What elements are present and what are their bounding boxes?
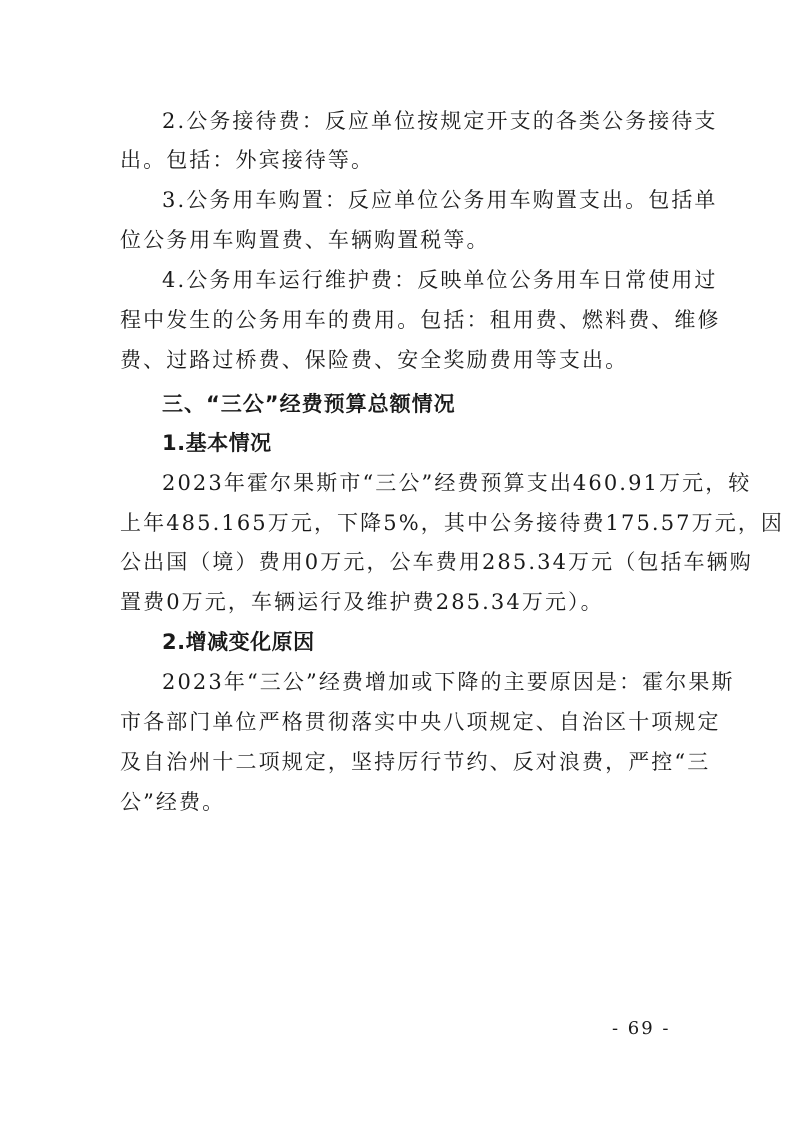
subsection-heading: 1.基本情况 <box>162 431 272 455</box>
paragraph-line: 2.公务接待费：反应单位按规定开支的各类公务接待支 <box>162 109 718 133</box>
paragraph-line: 程中发生的公务用车的费用。包括：租用费、燃料费、维修 <box>120 308 721 332</box>
paragraph-line: 公”经费。 <box>120 790 226 814</box>
paragraph-line: 4.公务用车运行维护费：反映单位公务用车日常使用过 <box>162 268 718 292</box>
paragraph-line: 2023年“三公”经费增加或下降的主要原因是：霍尔果斯 <box>162 670 735 694</box>
paragraph-line: 出。包括：外宾接待等。 <box>120 148 375 172</box>
paragraph-line: 公出国（境）费用0万元，公车费用285.34万元（包括车辆购 <box>120 550 753 574</box>
paragraph-line: 位公务用车购置费、车辆购置税等。 <box>120 228 490 252</box>
paragraph-line: 上年485.165万元，下降5%，其中公务接待费175.57万元，因 <box>120 511 785 535</box>
paragraph-line: 置费0万元，车辆运行及维护费285.34万元）。 <box>120 590 604 614</box>
paragraph-line: 2023年霍尔果斯市“三公”经费预算支出460.91万元，较 <box>162 471 752 495</box>
paragraph-line: 费、过路过桥费、保险费、安全奖励费用等支出。 <box>120 348 629 372</box>
paragraph-line: 及自治州十二项规定，坚持厉行节约、反对浪费，严控“三 <box>120 750 711 774</box>
section-heading: 三、“三公”经费预算总额情况 <box>162 392 456 416</box>
paragraph-line: 3.公务用车购置：反应单位公务用车购置支出。包括单 <box>162 188 718 212</box>
subsection-heading: 2.增减变化原因 <box>162 630 315 654</box>
paragraph-line: 市各部门单位严格贯彻落实中央八项规定、自治区十项规定 <box>120 710 721 734</box>
page-number: - 69 - <box>612 1018 671 1039</box>
